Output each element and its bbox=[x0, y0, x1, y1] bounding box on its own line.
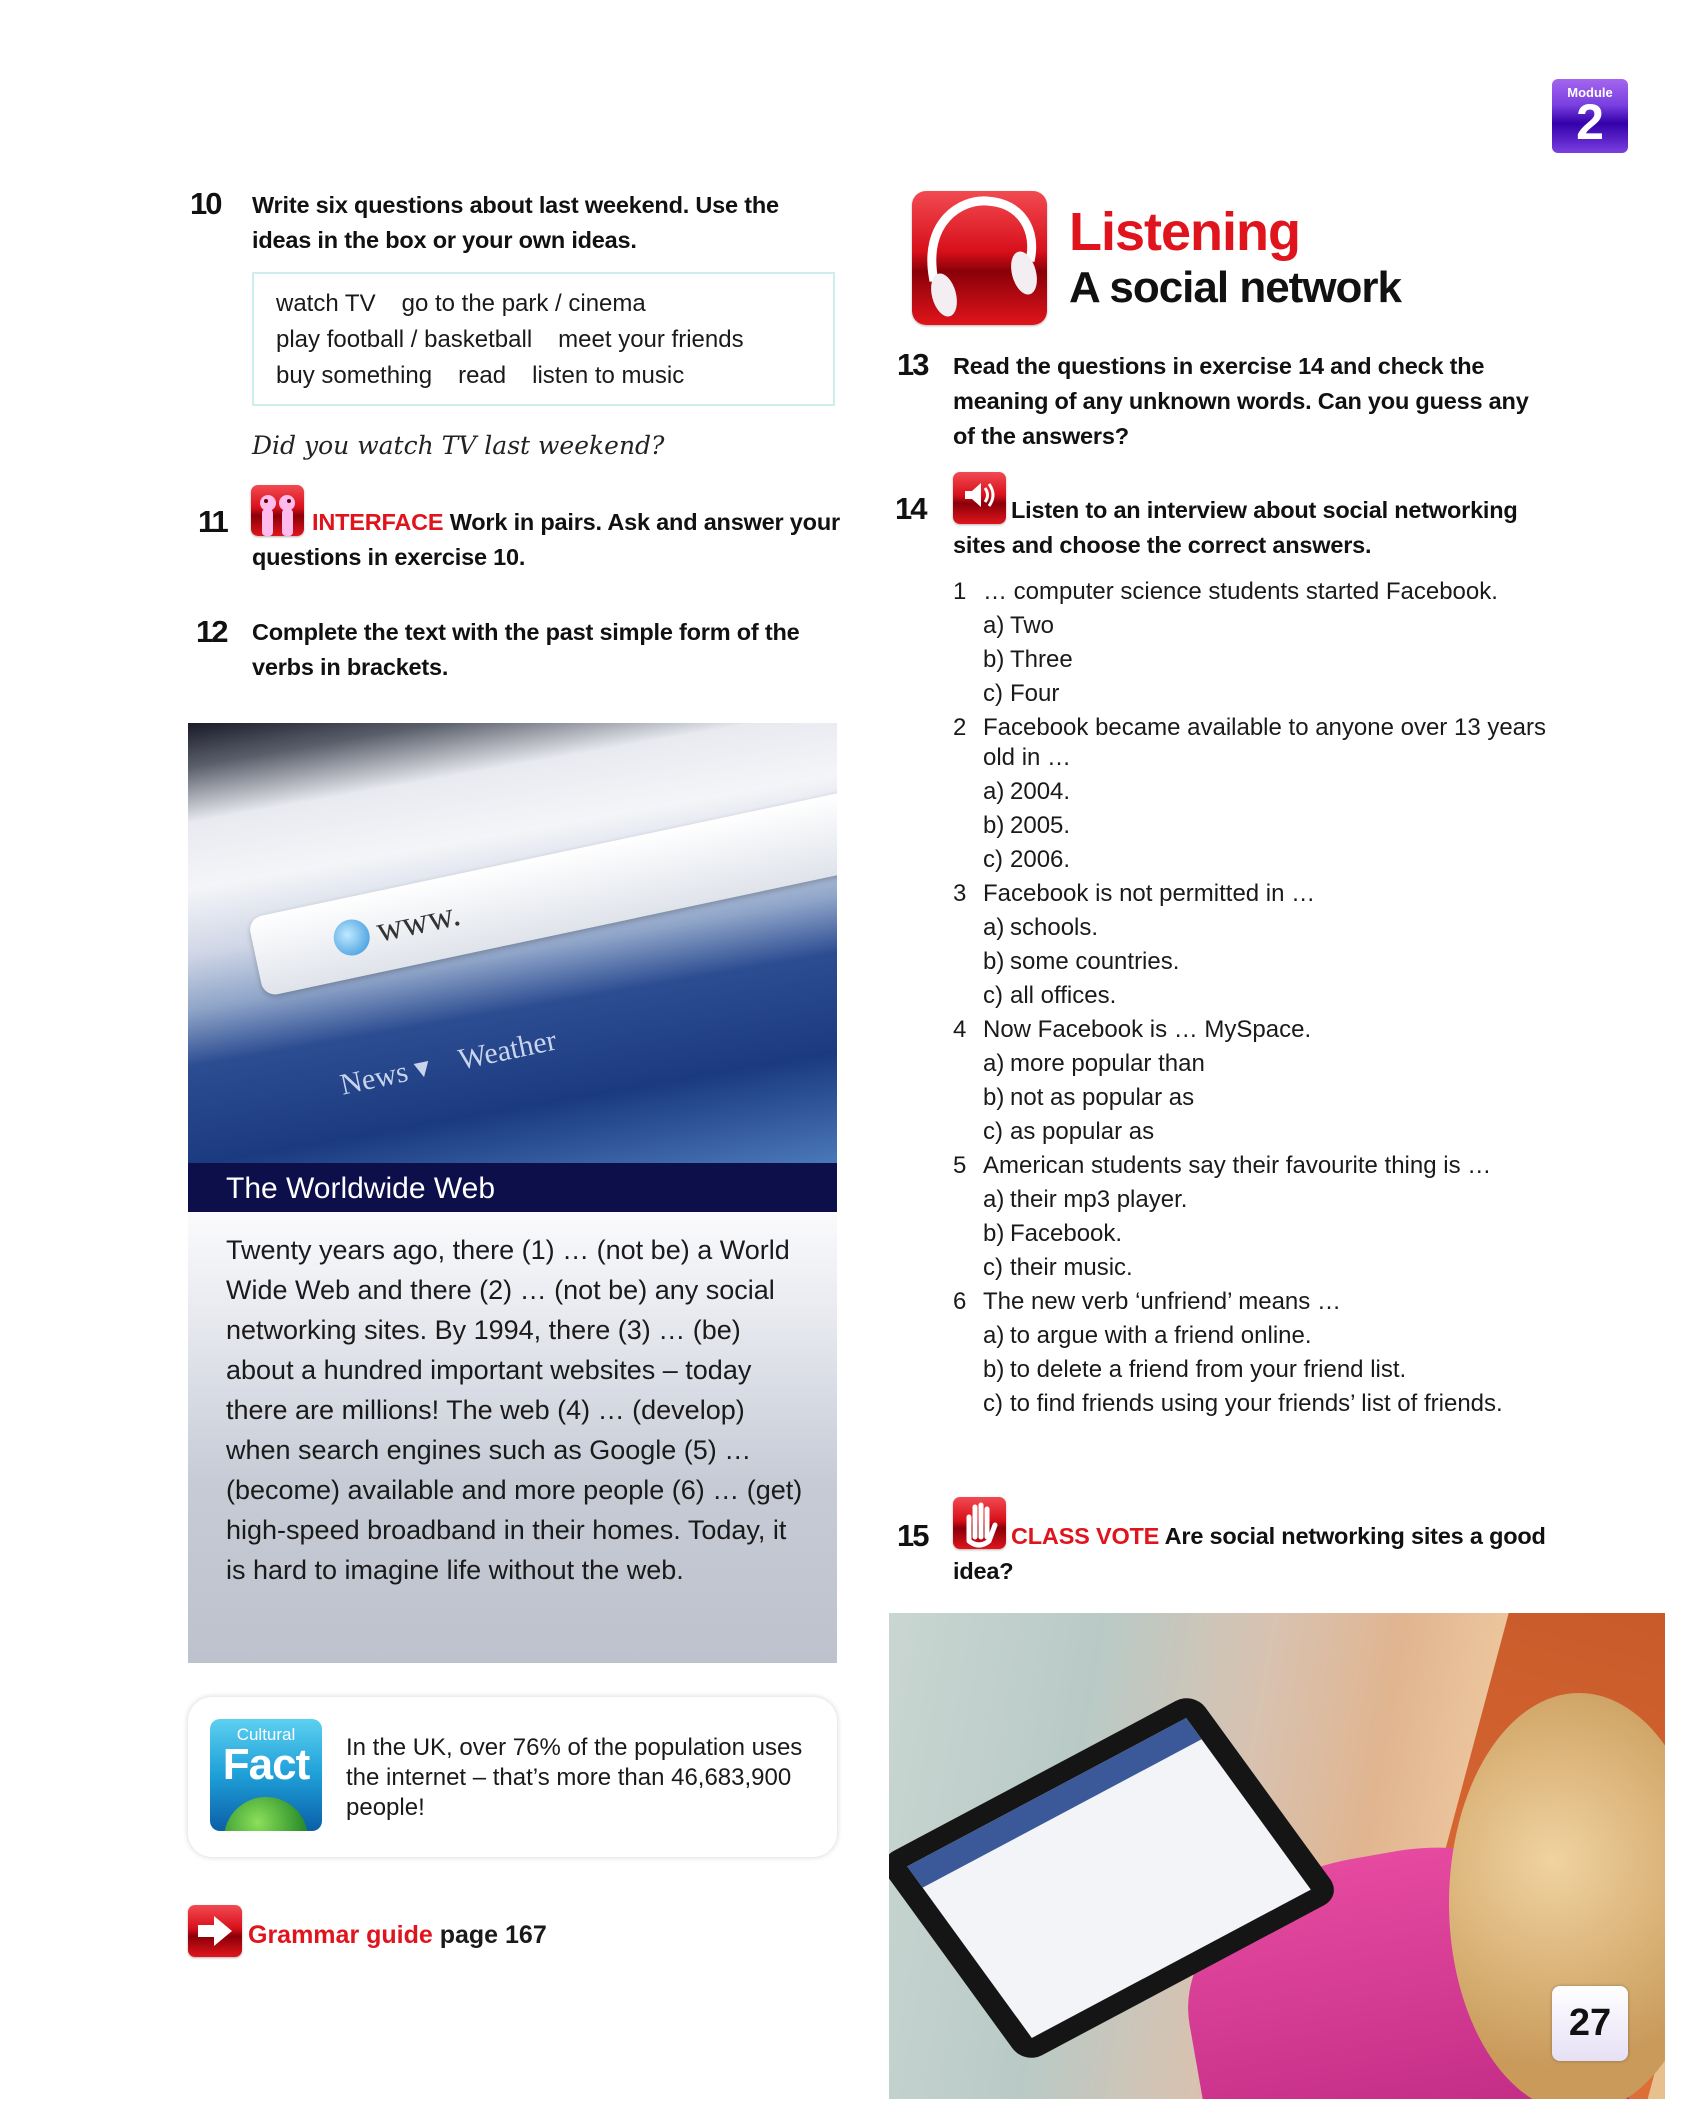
photo-nav-item: Weather bbox=[455, 1023, 560, 1077]
answer-option[interactable] bbox=[953, 1387, 1573, 1421]
grammar-guide-label: Grammar guide bbox=[248, 1921, 433, 1949]
class-vote-tag: CLASS VOTE bbox=[1011, 1523, 1160, 1549]
option-letter: c) bbox=[983, 1254, 1003, 1281]
option-text: Four bbox=[1010, 680, 1060, 707]
answer-option[interactable] bbox=[953, 1217, 1573, 1251]
answer-option[interactable] bbox=[953, 677, 1573, 711]
reading-text: Twenty years ago, there (1) … (not be) a World Wide Web and there (2) … (not be) any social networking sites. By 1994, there (3) … (be) about a hundred important websites – today there are millions! The web (4) … (develop) when search engines such as Google (5) … (become) available and more people (6) … (get) high-speed broadband in their homes. Today, it is hard to imagine life without the web. bbox=[188, 1212, 837, 1663]
option-text: to argue with a friend online. bbox=[1010, 1322, 1312, 1349]
question-item bbox=[953, 1285, 1573, 1319]
answer-option[interactable] bbox=[953, 1251, 1573, 1285]
answer-option[interactable] bbox=[953, 643, 1573, 677]
exercise-12-instruction: Complete the text with the past simple form of the verbs in brackets. bbox=[252, 619, 800, 680]
answer-option[interactable] bbox=[953, 1115, 1573, 1149]
module-number: 2 bbox=[1576, 94, 1604, 150]
girl-with-tablet-photo bbox=[889, 1613, 1665, 2099]
option-text: some countries. bbox=[1010, 948, 1180, 975]
idea: buy something bbox=[276, 362, 433, 389]
arrow-right-icon bbox=[188, 1905, 242, 1957]
exercise-13-number: 13 bbox=[897, 347, 928, 382]
fact-icon-top: Cultural bbox=[236, 1725, 296, 1744]
exercise-14-instruction: Listen to an interview about social networking sites and choose the correct answers. bbox=[953, 497, 1518, 558]
option-letter: b) bbox=[983, 1356, 1005, 1383]
idea: read bbox=[458, 362, 507, 389]
option-text: not as popular as bbox=[1010, 1084, 1195, 1111]
exercise-12-number: 12 bbox=[196, 614, 227, 649]
earth-icon bbox=[224, 1797, 308, 1831]
option-text: all offices. bbox=[1010, 982, 1117, 1009]
question-text: American students say their favourite thing is … bbox=[983, 1152, 1492, 1179]
ideas-box bbox=[252, 272, 835, 406]
option-letter: b) bbox=[983, 1220, 1005, 1247]
question-text: Facebook became available to anyone over 13 years old in … bbox=[983, 714, 1547, 771]
address-bar-image bbox=[248, 769, 837, 997]
cultural-fact-icon bbox=[210, 1719, 322, 1831]
idea: play football / basketball bbox=[276, 326, 533, 353]
idea: meet your friends bbox=[558, 326, 744, 353]
exercise-15-text: Are social networking sites a good idea? bbox=[953, 1523, 1546, 1584]
globe-icon bbox=[330, 916, 373, 959]
answer-option[interactable] bbox=[953, 1319, 1573, 1353]
section-subtitle: A social network bbox=[1069, 263, 1402, 312]
question-number: 6 bbox=[953, 1288, 967, 1315]
option-letter: c) bbox=[983, 680, 1003, 707]
option-letter: a) bbox=[983, 1050, 1005, 1077]
option-letter: a) bbox=[983, 612, 1005, 639]
question-item bbox=[953, 877, 1573, 911]
ideas-row bbox=[276, 286, 811, 322]
answer-option[interactable] bbox=[953, 1081, 1573, 1115]
answer-option[interactable] bbox=[953, 911, 1573, 945]
option-letter: c) bbox=[983, 846, 1003, 873]
option-text: to find friends using your friends’ list of friends. bbox=[1010, 1390, 1503, 1417]
exercise-13-instruction: Read the questions in exercise 14 and check the meaning of any unknown words. Can you guess any of the answers? bbox=[953, 353, 1529, 449]
reading-title: The Worldwide Web bbox=[188, 1163, 837, 1212]
exercise-15-instruction bbox=[953, 1519, 1553, 1589]
option-letter: a) bbox=[983, 778, 1005, 805]
option-text: Two bbox=[1010, 612, 1055, 639]
ideas-row bbox=[276, 322, 811, 358]
option-text: 2004. bbox=[1010, 778, 1071, 805]
page-number: 27 bbox=[1552, 1986, 1628, 2061]
exercise-11-number: 11 bbox=[198, 504, 227, 539]
exercise-14-number: 14 bbox=[895, 491, 926, 526]
answer-option[interactable] bbox=[953, 809, 1573, 843]
option-text: their mp3 player. bbox=[1010, 1186, 1188, 1213]
section-title: Listening bbox=[1069, 202, 1300, 262]
grammar-guide-page: page 167 bbox=[439, 1921, 547, 1949]
module-label: Module bbox=[1567, 85, 1613, 100]
question-text: Facebook is not permitted in … bbox=[983, 880, 1316, 907]
exercise-15-number: 15 bbox=[897, 1518, 928, 1553]
option-text: more popular than bbox=[1010, 1050, 1205, 1077]
exercise-10-number: 10 bbox=[190, 186, 221, 221]
question-number: 4 bbox=[953, 1016, 967, 1043]
question-number: 1 bbox=[953, 578, 967, 605]
fact-icon-main: Fact bbox=[222, 1740, 310, 1789]
cultural-fact-text: In the UK, over 76% of the population uses the internet – that’s more than 46,683,900 people! bbox=[346, 1734, 803, 1821]
option-text: Three bbox=[1010, 646, 1073, 673]
photo-nav-item: News ▾ bbox=[337, 1050, 433, 1102]
cultural-fact-box bbox=[188, 1697, 837, 1857]
option-letter: a) bbox=[983, 1186, 1005, 1213]
option-text: schools. bbox=[1010, 914, 1099, 941]
question-item bbox=[953, 575, 1573, 609]
option-letter: b) bbox=[983, 812, 1005, 839]
option-text: Facebook. bbox=[1010, 1220, 1123, 1247]
option-letter: c) bbox=[983, 1118, 1003, 1145]
question-number: 5 bbox=[953, 1152, 967, 1179]
question-list bbox=[953, 575, 1573, 1421]
option-letter: c) bbox=[983, 982, 1003, 1009]
question-item bbox=[953, 711, 1573, 775]
option-letter: b) bbox=[983, 948, 1005, 975]
option-text: 2006. bbox=[1010, 846, 1071, 873]
exercise-11-instruction bbox=[252, 505, 842, 575]
photo-nav-text bbox=[337, 1017, 589, 1102]
option-text: as popular as bbox=[1010, 1118, 1155, 1145]
question-number: 3 bbox=[953, 880, 967, 907]
answer-option[interactable] bbox=[953, 775, 1573, 809]
question-item bbox=[953, 1013, 1573, 1047]
option-letter: a) bbox=[983, 914, 1005, 941]
ideas-row bbox=[276, 358, 811, 394]
question-text: Now Facebook is … MySpace. bbox=[983, 1016, 1312, 1043]
example-sentence: Did you watch TV last weekend? bbox=[252, 431, 665, 460]
answer-option[interactable] bbox=[953, 979, 1573, 1013]
photo-url-text: www. bbox=[372, 892, 464, 950]
answer-option[interactable] bbox=[953, 945, 1573, 979]
answer-option[interactable] bbox=[953, 843, 1573, 877]
answer-option[interactable] bbox=[953, 1047, 1573, 1081]
option-letter: a) bbox=[983, 1322, 1005, 1349]
question-number: 2 bbox=[953, 714, 967, 741]
question-item bbox=[953, 1149, 1573, 1183]
exercise-11-text: Work in pairs. Ask and answer your questions in exercise 10. bbox=[252, 509, 840, 570]
headphones-icon bbox=[912, 191, 1047, 325]
question-text: … computer science students started Facebook. bbox=[983, 578, 1498, 605]
option-letter: b) bbox=[983, 646, 1005, 673]
option-letter: c) bbox=[983, 1390, 1003, 1417]
question-text: The new verb ‘unfriend’ means … bbox=[983, 1288, 1341, 1315]
idea: go to the park / cinema bbox=[401, 290, 646, 317]
option-text: their music. bbox=[1010, 1254, 1133, 1281]
idea: watch TV bbox=[276, 290, 376, 317]
answer-option[interactable] bbox=[953, 609, 1573, 643]
interface-tag: INTERFACE bbox=[312, 509, 444, 535]
option-text: to delete a friend from your friend list. bbox=[1010, 1356, 1407, 1383]
exercise-10-instruction: Write six questions about last weekend. Use the ideas in the box or your own ideas. bbox=[252, 192, 779, 253]
option-text: 2005. bbox=[1010, 812, 1071, 839]
grammar-guide-link[interactable] bbox=[248, 1920, 547, 1950]
module-badge bbox=[1552, 79, 1628, 153]
answer-option[interactable] bbox=[953, 1183, 1573, 1217]
browser-photo bbox=[188, 723, 837, 1163]
idea: listen to music bbox=[532, 362, 685, 389]
option-letter: b) bbox=[983, 1084, 1005, 1111]
answer-option[interactable] bbox=[953, 1353, 1573, 1387]
